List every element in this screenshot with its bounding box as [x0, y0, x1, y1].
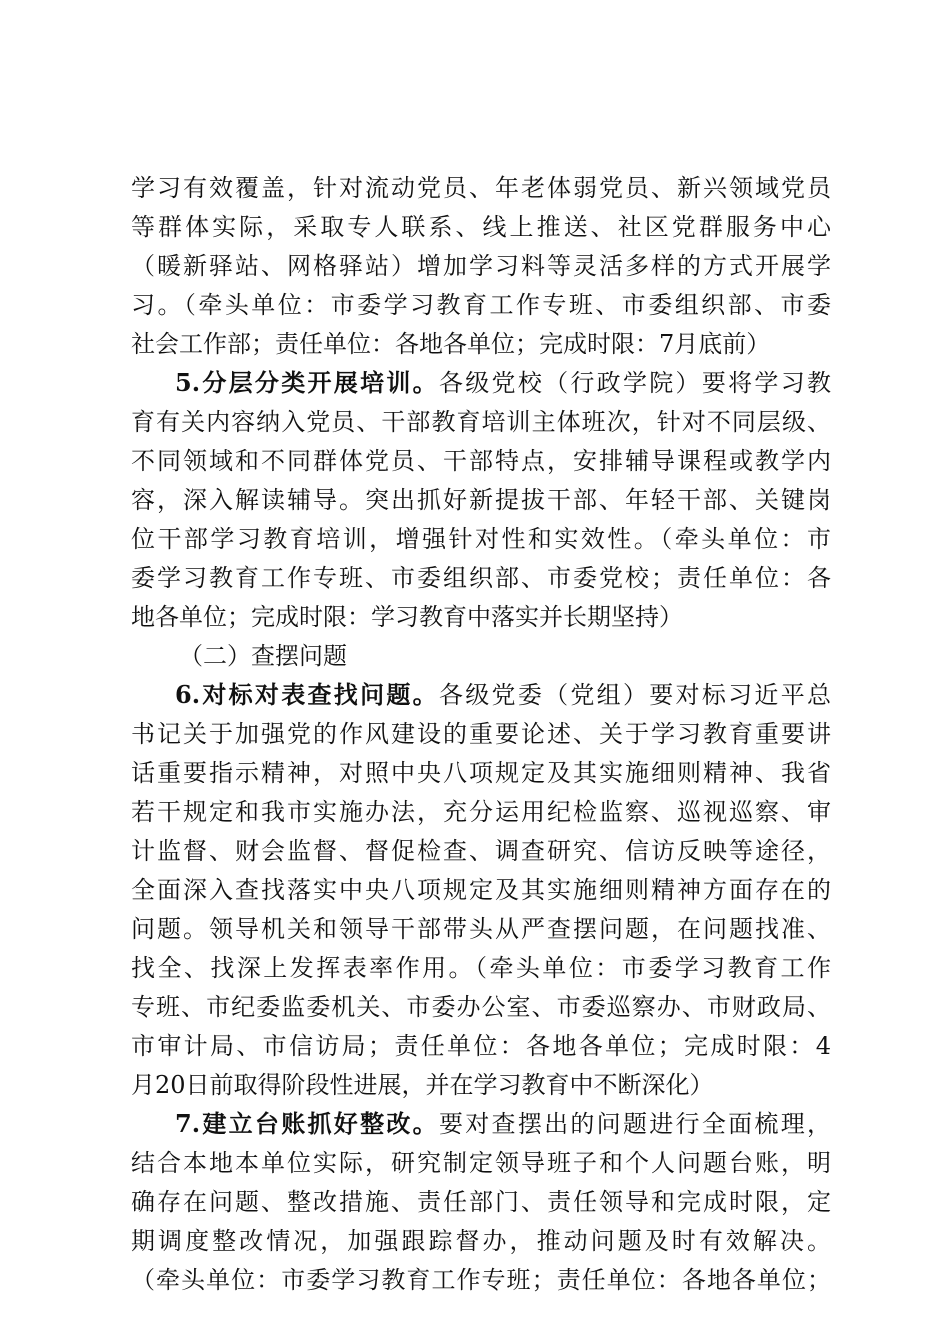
- body-line: 社会工作部；责任单位：各地各单位；完成时限：7月底前）: [131, 330, 771, 358]
- body-line: 容，深入解读辅导。突出抓好新提拔干部、年轻干部、关键岗: [131, 486, 831, 514]
- body-line: 委学习教育工作专班、市委组织部、市委党校；责任单位：各: [131, 564, 831, 592]
- body-line: 育有关内容纳入党员、干部教育培训主体班次，针对不同层级、: [131, 408, 831, 436]
- body-line: 期调度整改情况，加强跟踪督办，推动问题及时有效解决。: [131, 1227, 831, 1255]
- item-6-line: [175, 678, 831, 712]
- item-7-heading: 7.建立台账抓好整改。: [175, 1109, 439, 1138]
- section-heading: （二）查摆问题: [179, 642, 347, 670]
- body-line: 位干部学习教育培训，增强针对性和实效性。（牵头单位：市: [131, 525, 831, 553]
- body-line: 书记关于加强党的作风建设的重要论述、关于学习教育重要讲: [131, 720, 831, 748]
- body-line: 结合本地本单位实际，研究制定领导班子和个人问题台账，明: [131, 1149, 831, 1177]
- body-line: 找全、找深上发挥表率作用。（牵头单位：市委学习教育工作: [131, 954, 831, 982]
- body-line: 等群体实际，采取专人联系、线上推送、社区党群服务中心: [131, 213, 831, 241]
- body-line: 不同领域和不同群体党员、干部特点，安排辅导课程或教学内: [131, 447, 831, 475]
- body-line: 若干规定和我市实施办法，充分运用纪检监察、巡视巡察、审: [131, 798, 831, 826]
- item-7-text: 要对查摆出的问题进行全面梳理，: [438, 1110, 831, 1138]
- body-line: 全面深入查找落实中央八项规定及其实施细则精神方面存在的: [131, 876, 831, 904]
- item-5-text: 各级党校（行政学院）要将学习教: [438, 369, 831, 397]
- body-line: 月20日前取得阶段性进展，并在学习教育中不断深化）: [131, 1071, 714, 1099]
- item-6-heading: 6.对标对表查找问题。: [175, 680, 439, 709]
- item-7-line: [175, 1107, 831, 1141]
- item-5-heading: 5.分层分类开展培训。: [175, 368, 439, 397]
- body-line: 习。（牵头单位：市委学习教育工作专班、市委组织部、市委: [131, 291, 831, 319]
- item-5-line: [175, 366, 831, 400]
- body-line: 地各单位；完成时限：学习教育中落实并长期坚持）: [131, 603, 683, 631]
- body-line: 市审计局、市信访局；责任单位：各地各单位；完成时限：4: [131, 1032, 831, 1060]
- body-line: 计监督、财会监督、督促检查、调查研究、信访反映等途径，: [131, 837, 831, 865]
- body-line: （牵头单位：市委学习教育工作专班；责任单位：各地各单位；: [131, 1266, 831, 1294]
- body-line: 专班、市纪委监委机关、市委办公室、市委巡察办、市财政局、: [131, 993, 831, 1021]
- body-line: 学习有效覆盖，针对流动党员、年老体弱党员、新兴领域党员: [131, 174, 831, 202]
- body-line: 确存在问题、整改措施、责任部门、责任领导和完成时限，定: [131, 1188, 831, 1216]
- item-6-text: 各级党委（党组）要对标习近平总: [438, 681, 831, 709]
- body-line: 话重要指示精神，对照中央八项规定及其实施细则精神、我省: [131, 759, 831, 787]
- body-line: 问题。领导机关和领导干部带头从严查摆问题，在问题找准、: [131, 915, 831, 943]
- body-line: （暖新驿站、网格驿站）增加学习料等灵活多样的方式开展学: [131, 252, 831, 280]
